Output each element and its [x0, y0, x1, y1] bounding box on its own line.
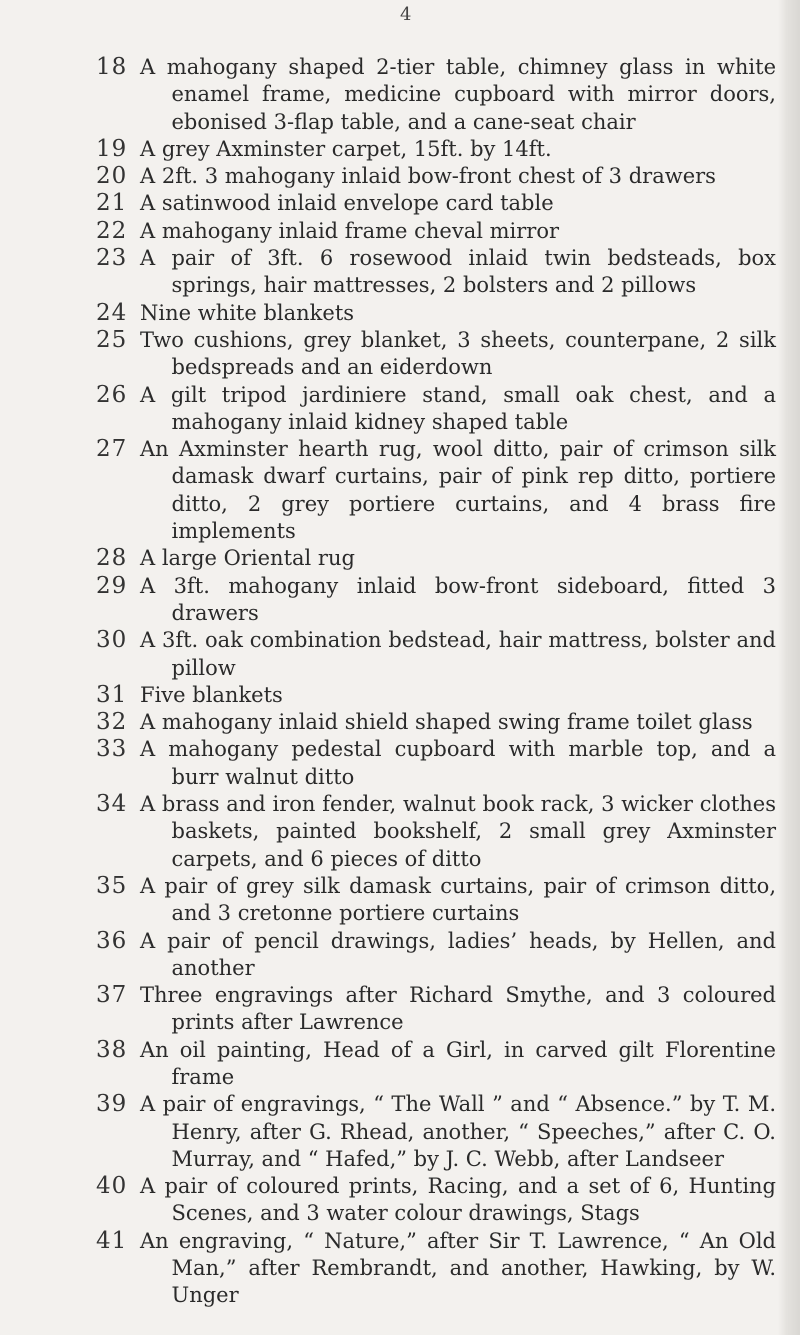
lot-entry	[0, 627, 780, 682]
lot-description: A pair of grey silk damask curtains, pair of crimson ditto, and 3 cretonne portiere curtains	[140, 873, 776, 926]
lot-entry	[0, 709, 780, 736]
lot-number: 34	[96, 791, 128, 818]
lot-description: A brass and iron fender, walnut book rack, 3 wicker clothes baskets, painted bookshelf, 2 small grey Axminster carpets, and 6 pieces of ditto	[140, 792, 776, 871]
lot-description: Five blankets	[140, 682, 283, 707]
lot-number: 38	[96, 1036, 128, 1063]
lot-entry	[0, 300, 780, 327]
lot-description: An oil painting, Head of a Girl, in carved gilt Florentine frame	[140, 1037, 776, 1089]
lot-number: 41	[96, 1227, 128, 1254]
lot-entry	[0, 982, 780, 1037]
lot-number: 31	[96, 681, 128, 708]
lot-entry	[0, 873, 780, 928]
lot-number: 32	[96, 709, 128, 736]
lot-description: An engraving, “ Nature,” after Sir T. Lawrence, “ An Old Man,” after Rembrandt, and another, Hawking, by W. Unger	[140, 1228, 776, 1308]
lot-description: A pair of 3ft. 6 rosewood inlaid twin bedsteads, box springs, hair mattresses, 2 bolsters and 2 pillows	[140, 246, 776, 298]
lot-entry	[0, 1173, 780, 1228]
lot-description: A mahogany shaped 2-tier table, chimney glass in white enamel frame, medicine cupboard with mirror doors, ebonised 3-flap table, and a cane-seat chair	[140, 55, 776, 134]
lot-description: A grey Axminster carpet, 15ft. by 14ft.	[140, 136, 552, 161]
page-edge-shadow	[778, 0, 800, 1335]
lot-entry	[0, 791, 780, 873]
lot-entry	[0, 1037, 780, 1092]
lot-number: 27	[96, 436, 128, 463]
lot-number: 21	[96, 190, 128, 217]
lot-entry	[0, 436, 780, 545]
lot-number: 39	[96, 1091, 128, 1118]
lot-entry	[0, 1091, 780, 1173]
lot-number: 37	[96, 982, 128, 1009]
lot-number: 25	[96, 326, 128, 353]
lot-entry	[0, 382, 780, 437]
lot-entry	[0, 682, 780, 709]
lot-number: 30	[96, 627, 128, 654]
lot-number: 23	[96, 245, 128, 272]
lot-entry	[0, 190, 780, 217]
lot-description: Two cushions, grey blanket, 3 sheets, counterpane, 2 silk bedspreads and an eiderdown	[140, 327, 776, 380]
lot-list	[0, 54, 780, 1310]
lot-description: A gilt tripod jardiniere stand, small oak chest, and a mahogany inlaid kidney shaped table	[140, 382, 776, 434]
lot-description: Nine white blankets	[140, 300, 355, 325]
lot-description: A 2ft. 3 mahogany inlaid bow-front chest of 3 drawers	[140, 164, 716, 189]
lot-entry	[0, 54, 780, 136]
lot-description: A mahogany inlaid shield shaped swing frame toilet glass	[140, 710, 753, 735]
lot-entry	[0, 245, 780, 300]
lot-description: Three engravings after Richard Smythe, and 3 coloured prints after Lawrence	[140, 983, 776, 1035]
lot-number: 40	[96, 1173, 128, 1200]
lot-entry	[0, 573, 780, 628]
lot-number: 33	[96, 736, 128, 763]
lot-number: 19	[96, 135, 128, 162]
lot-number: 28	[96, 545, 128, 572]
lot-description: A mahogany inlaid frame cheval mirror	[140, 218, 560, 243]
lot-number: 22	[96, 217, 128, 244]
lot-description: A 3ft. oak combination bedstead, hair mattress, bolster and pillow	[140, 628, 776, 680]
lot-description: A pair of pencil drawings, ladies’ heads, by Hellen, and another	[140, 928, 776, 980]
lot-description: A pair of coloured prints, Racing, and a set of 6, Hunting Scenes, and 3 water colour drawings, Stags	[140, 1174, 776, 1226]
lot-description: An Axminster hearth rug, wool ditto, pair of crimson silk damask dwarf curtains, pair of pink rep ditto, portiere ditto, 2 grey portiere curtains, and 4 brass fire implements	[140, 437, 776, 544]
lot-description: A satinwood inlaid envelope card table	[140, 191, 554, 216]
lot-entry	[0, 928, 780, 983]
lot-entry	[0, 545, 780, 572]
lot-entry	[0, 136, 780, 163]
lot-number: 36	[96, 927, 128, 954]
lot-entry	[0, 163, 780, 190]
lot-description: A large Oriental rug	[140, 546, 355, 571]
lot-number: 18	[96, 54, 128, 80]
lot-description: A 3ft. mahogany inlaid bow-front sideboard, fitted 3 drawers	[140, 573, 776, 625]
lot-number: 20	[96, 163, 128, 190]
lot-entry	[0, 218, 780, 245]
lot-entry	[0, 327, 780, 382]
lot-number: 35	[96, 872, 128, 899]
lot-number: 24	[96, 299, 128, 326]
lot-description: A pair of engravings, “ The Wall ” and “ Absence.” by T. M. Henry, after G. Rhead, another, “ Speeches,” after C. O. Murray, and “ Hafed,” by J. C. Webb, after Landseer	[140, 1092, 776, 1171]
lot-description: A mahogany pedestal cupboard with marble top, and a burr walnut ditto	[140, 737, 776, 789]
lot-entry	[0, 736, 780, 791]
lot-entry	[0, 1228, 780, 1310]
lot-number: 26	[96, 381, 128, 408]
lot-number: 29	[96, 572, 128, 599]
page-number: 4	[400, 4, 412, 25]
